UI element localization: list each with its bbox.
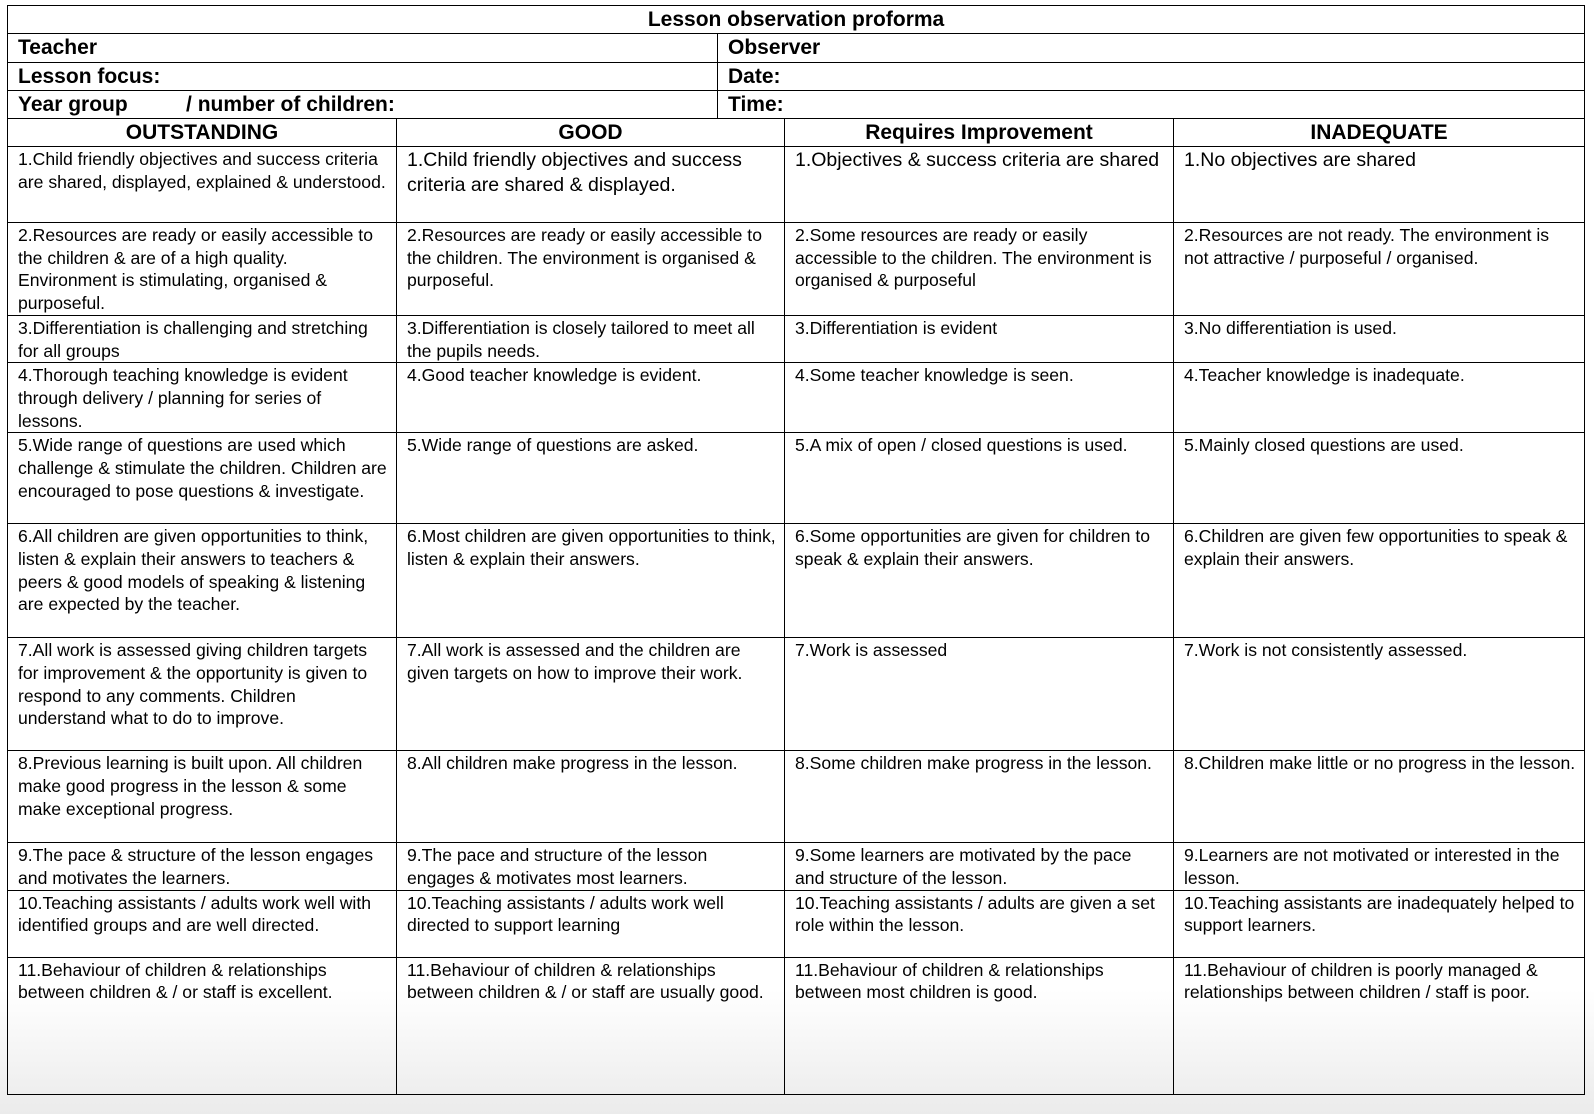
criterion-cell: 2.Resources are ready or easily accessible to the children. The environment is organised & purposeful. [397,223,785,316]
criterion-cell: 9.Some learners are motivated by the pace and structure of the lesson. [785,843,1174,890]
criterion-cell: 11.Behaviour of children & relationships between children & / or staff is excellent. [8,957,397,1094]
criteria-row [8,363,1585,433]
date-field[interactable]: Date: [718,63,1585,91]
criterion-cell: 2.Some resources are ready or easily accessible to the children. The environment is organised & purposeful [785,223,1174,316]
criterion-cell: 10.Teaching assistants are inadequately helped to support learners. [1174,890,1585,957]
lesson-observation-table [7,5,1585,1095]
observer-field[interactable]: Observer [718,34,1585,63]
criterion-cell: 10.Teaching assistants / adults work well directed to support learning [397,890,785,957]
year-group-field[interactable]: Year group / number of children: [8,91,718,119]
criteria-row [8,751,1585,843]
criterion-cell: 4.Some teacher knowledge is seen. [785,363,1174,433]
criterion-cell: 5.Wide range of questions are asked. [397,433,785,524]
teacher-field[interactable]: Teacher [8,34,718,63]
criterion-cell: 4.Good teacher knowledge is evident. [397,363,785,433]
criteria-row [8,524,1585,638]
criterion-cell: 4.Thorough teaching knowledge is evident through delivery / planning for series of lessons. [8,363,397,433]
criterion-cell: 9.The pace & structure of the lesson engages and motivates the learners. [8,843,397,890]
criterion-cell: 7.All work is assessed and the children are given targets on how to improve their work. [397,638,785,751]
criterion-cell: 7.All work is assessed giving children targets for improvement & the opportunity is given to respond to any comments. Children understand what to do to improve. [8,638,397,751]
criterion-cell: 6.All children are given opportunities to think, listen & explain their answers to teachers & peers & good models of speaking & listening are expected by the teacher. [8,524,397,638]
criteria-row [8,638,1585,751]
criterion-cell: 11.Behaviour of children is poorly managed & relationships between children / staff is poor. [1174,957,1585,1094]
criterion-cell: 3.Differentiation is closely tailored to meet all the pupils needs. [397,315,785,362]
criteria-row [8,957,1585,1094]
criterion-cell: 7.Work is assessed [785,638,1174,751]
criterion-cell: 1.No objectives are shared [1174,147,1585,223]
criteria-row [8,223,1585,316]
criteria-row [8,315,1585,362]
criteria-row [8,843,1585,890]
criterion-cell: 1.Child friendly objectives and success criteria are shared, displayed, explained & understood. [8,147,397,223]
criterion-cell: 6.Some opportunities are given for children to speak & explain their answers. [785,524,1174,638]
column-header-inadequate: INADEQUATE [1174,119,1585,147]
criterion-cell: 10.Teaching assistants / adults work well with identified groups and are well directed. [8,890,397,957]
criterion-cell: 7.Work is not consistently assessed. [1174,638,1585,751]
criterion-cell: 6.Most children are given opportunities to think, listen & explain their answers. [397,524,785,638]
criterion-cell: 3.No differentiation is used. [1174,315,1585,362]
criterion-cell: 2.Resources are ready or easily accessible to the children & are of a high quality. Environment is stimulating, organised & purposeful. [8,223,397,316]
column-header-good: GOOD [397,119,785,147]
criteria-row [8,890,1585,957]
column-header-requires-improvement: Requires Improvement [785,119,1174,147]
column-header-outstanding: OUTSTANDING [8,119,397,147]
criterion-cell: 8.All children make progress in the lesson. [397,751,785,843]
criterion-cell: 11.Behaviour of children & relationships between children & / or staff are usually good. [397,957,785,1094]
criterion-cell: 6.Children are given few opportunities to speak & explain their answers. [1174,524,1585,638]
criterion-cell: 9.Learners are not motivated or interested in the lesson. [1174,843,1585,890]
criterion-cell: 5.Mainly closed questions are used. [1174,433,1585,524]
criterion-cell: 9.The pace and structure of the lesson engages & motivates most learners. [397,843,785,890]
criterion-cell: 10.Teaching assistants / adults are given a set role within the lesson. [785,890,1174,957]
criterion-cell: 11.Behaviour of children & relationships between most children is good. [785,957,1174,1094]
criterion-cell: 5.A mix of open / closed questions is used. [785,433,1174,524]
lesson-focus-field[interactable]: Lesson focus: [8,63,718,91]
criterion-cell: 8.Previous learning is built upon. All children make good progress in the lesson & some make exceptional progress. [8,751,397,843]
criterion-cell: 4.Teacher knowledge is inadequate. [1174,363,1585,433]
time-field[interactable]: Time: [718,91,1585,119]
criteria-row [8,147,1585,223]
criteria-row [8,433,1585,524]
criterion-cell: 3.Differentiation is challenging and stretching for all groups [8,315,397,362]
criterion-cell: 3.Differentiation is evident [785,315,1174,362]
criterion-cell: 2.Resources are not ready. The environment is not attractive / purposeful / organised. [1174,223,1585,316]
form-title: Lesson observation proforma [8,6,1585,34]
criterion-cell: 1.Child friendly objectives and success criteria are shared & displayed. [397,147,785,223]
criterion-cell: 8.Children make little or no progress in the lesson. [1174,751,1585,843]
criterion-cell: 5.Wide range of questions are used which challenge & stimulate the children. Children are encouraged to pose questions & investigate. [8,433,397,524]
criterion-cell: 1.Objectives & success criteria are shared [785,147,1174,223]
criterion-cell: 8.Some children make progress in the lesson. [785,751,1174,843]
